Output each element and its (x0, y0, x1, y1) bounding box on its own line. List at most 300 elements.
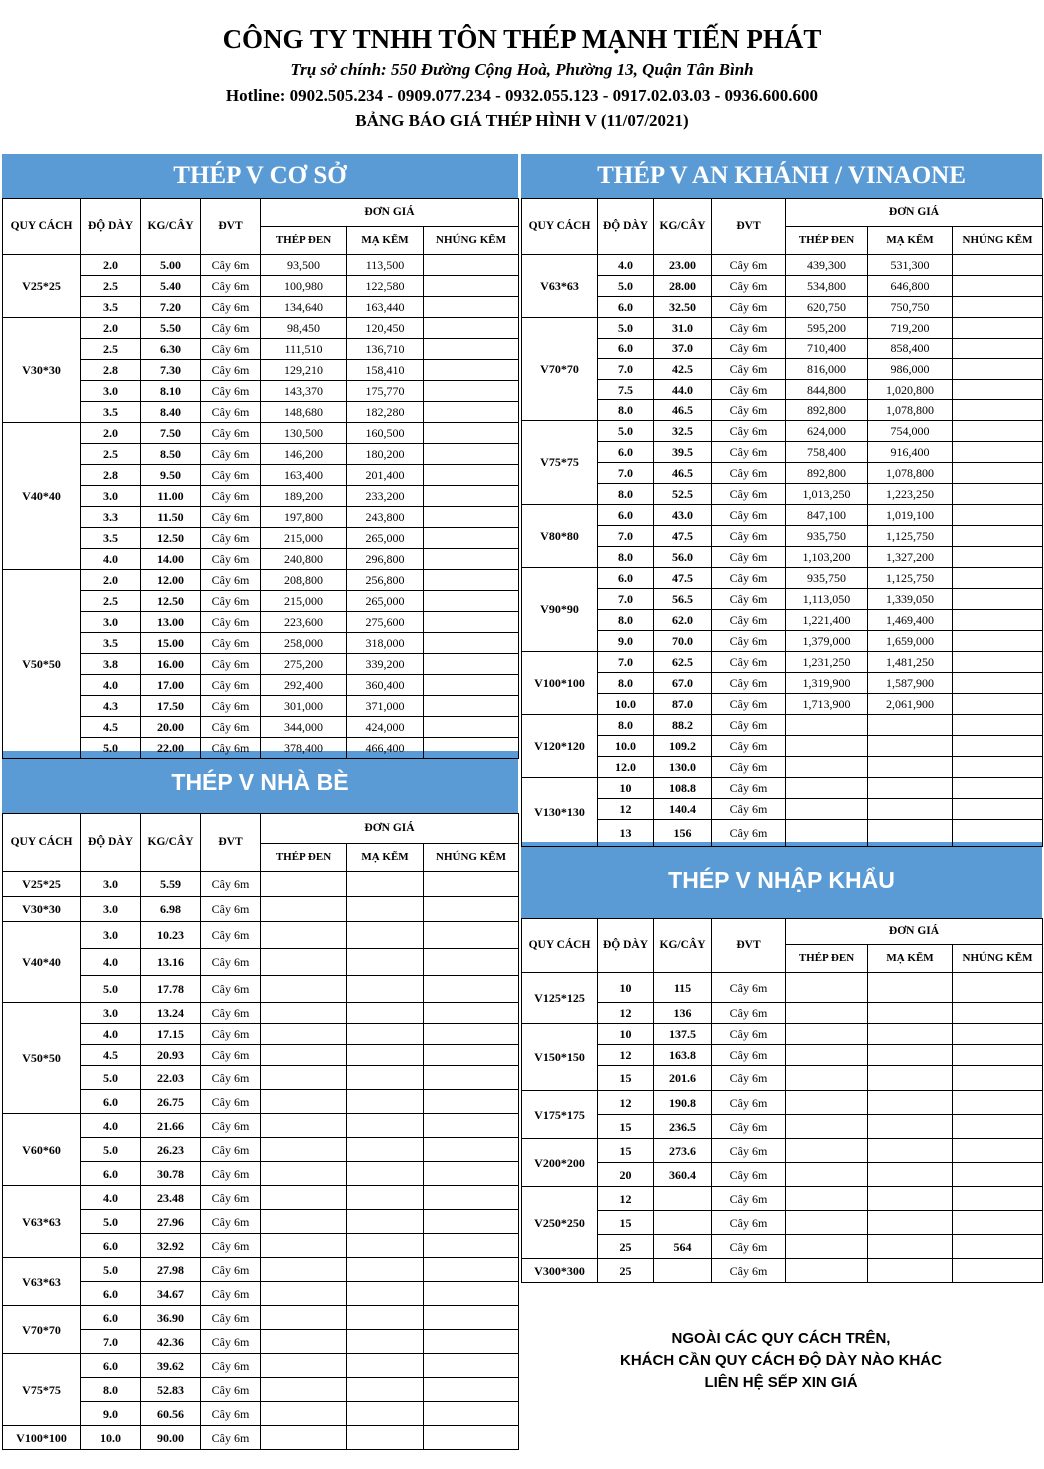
thickness-cell: 3.3 (81, 507, 141, 528)
price-black-cell: 292,400 (261, 675, 347, 696)
spec-cell: V25*25 (3, 255, 81, 318)
price-galvanized-cell: 136,710 (347, 339, 424, 360)
price-black-cell (261, 1024, 347, 1045)
unit-cell: Cây 6m (201, 1258, 261, 1282)
price-hotdip-cell (953, 756, 1043, 777)
price-hotdip-cell (953, 630, 1043, 651)
unit-cell: Cây 6m (712, 1024, 786, 1045)
table-header-row (3, 199, 519, 227)
price-hotdip-cell (424, 1282, 519, 1306)
price-hotdip-cell (953, 525, 1043, 546)
weight-cell: 26.75 (141, 1090, 201, 1114)
price-hotdip-cell (424, 738, 519, 759)
col-header-hot-dip: NHÚNG KẼM (953, 945, 1043, 973)
price-hotdip-cell (953, 504, 1043, 525)
unit-cell: Cây 6m (712, 338, 786, 359)
price-galvanized-cell: 1,659,000 (868, 630, 953, 651)
price-hotdip-cell (424, 872, 519, 897)
thickness-cell: 3.0 (81, 486, 141, 507)
thickness-cell: 20 (598, 1163, 654, 1187)
price-black-cell: 1,113,050 (786, 588, 868, 609)
thickness-cell: 6.0 (598, 567, 654, 588)
weight-cell: 12.00 (141, 570, 201, 591)
price-hotdip-cell (953, 400, 1043, 421)
price-hotdip-cell (424, 1003, 519, 1024)
price-black-cell: 130,500 (261, 423, 347, 444)
price-galvanized-cell: 371,000 (347, 696, 424, 717)
price-galvanized-cell: 233,200 (347, 486, 424, 507)
thickness-cell: 2.8 (81, 465, 141, 486)
price-black-cell: 892,800 (786, 400, 868, 421)
price-galvanized-cell (868, 1163, 953, 1187)
col-header-price: ĐƠN GIÁ (786, 919, 1043, 945)
thickness-cell: 5.0 (598, 318, 654, 339)
price-black-cell (261, 1354, 347, 1378)
price-black-cell: 595,200 (786, 318, 868, 339)
price-hotdip-cell (424, 1258, 519, 1282)
unit-cell: Cây 6m (712, 400, 786, 421)
price-galvanized-cell (347, 1045, 424, 1066)
unit-cell: Cây 6m (201, 423, 261, 444)
price-galvanized-cell (347, 897, 424, 922)
table-row (3, 922, 519, 949)
price-galvanized-cell (347, 949, 424, 976)
price-black-cell: 111,510 (261, 339, 347, 360)
table-row (3, 1003, 519, 1024)
price-galvanized-cell (347, 872, 424, 897)
price-black-cell (261, 1138, 347, 1162)
unit-cell: Cây 6m (712, 1115, 786, 1139)
thickness-cell: 9.0 (81, 1402, 141, 1426)
price-black-cell (786, 714, 868, 735)
table-row (3, 1306, 519, 1330)
weight-cell (654, 1211, 712, 1235)
price-black-cell: 197,800 (261, 507, 347, 528)
price-hotdip-cell (953, 693, 1043, 714)
unit-cell: Cây 6m (201, 444, 261, 465)
table-row (3, 360, 519, 381)
unit-cell: Cây 6m (712, 735, 786, 756)
contact-note-line: LIÊN HỆ SẾP XIN GIÁ (704, 1374, 858, 1391)
unit-cell: Cây 6m (201, 339, 261, 360)
table-ankhanh (521, 198, 1042, 847)
spec-cell: V70*70 (522, 318, 598, 421)
price-hotdip-cell (424, 1210, 519, 1234)
price-hotdip-cell (424, 444, 519, 465)
section-banner-nhabe: THÉP V NHÀ BÈ (2, 751, 518, 813)
price-black-cell: 148,680 (261, 402, 347, 423)
price-black-cell: 1,221,400 (786, 609, 868, 630)
table-row (3, 1234, 519, 1258)
price-black-cell (786, 1066, 868, 1091)
table-row (3, 633, 519, 654)
table-row (522, 255, 1043, 276)
price-black-cell (786, 1187, 868, 1211)
price-galvanized-cell (868, 777, 953, 798)
price-hotdip-cell (424, 949, 519, 976)
table-row (3, 528, 519, 549)
price-black-cell: 620,750 (786, 297, 868, 318)
table-row (522, 1115, 1043, 1139)
unit-cell: Cây 6m (201, 872, 261, 897)
unit-cell: Cây 6m (712, 276, 786, 297)
thickness-cell: 6.0 (598, 504, 654, 525)
price-hotdip-cell (424, 1330, 519, 1354)
price-hotdip-cell (424, 1426, 519, 1450)
price-galvanized-cell (868, 1211, 953, 1235)
unit-cell: Cây 6m (712, 1187, 786, 1211)
thickness-cell: 6.0 (81, 1282, 141, 1306)
col-header-thickness: ĐỘ DÀY (598, 919, 654, 973)
unit-cell: Cây 6m (712, 651, 786, 672)
unit-cell: Cây 6m (712, 693, 786, 714)
weight-cell: 8.40 (141, 402, 201, 423)
price-black-cell (261, 1258, 347, 1282)
weight-cell: 23.00 (654, 255, 712, 276)
weight-cell: 7.30 (141, 360, 201, 381)
weight-cell: 17.78 (141, 976, 201, 1003)
unit-cell: Cây 6m (201, 897, 261, 922)
price-black-cell: 624,000 (786, 420, 868, 441)
price-hotdip-cell (953, 1003, 1043, 1024)
price-hotdip-cell (953, 714, 1043, 735)
table-header-row (522, 199, 1043, 227)
table-row (522, 1024, 1043, 1045)
weight-cell: 20.93 (141, 1045, 201, 1066)
weight-cell: 201.6 (654, 1066, 712, 1091)
weight-cell: 12.50 (141, 528, 201, 549)
table-row (3, 1210, 519, 1234)
thickness-cell: 3.0 (81, 612, 141, 633)
table-row (3, 1426, 519, 1450)
thickness-cell: 9.0 (598, 630, 654, 651)
unit-cell: Cây 6m (712, 255, 786, 276)
spec-cell: V70*70 (3, 1306, 81, 1354)
unit-cell: Cây 6m (201, 1210, 261, 1234)
price-hotdip-cell (424, 549, 519, 570)
weight-cell: 6.30 (141, 339, 201, 360)
col-header-price: ĐƠN GIÁ (786, 199, 1043, 227)
price-galvanized-cell (868, 735, 953, 756)
price-galvanized-cell: 1,327,200 (868, 546, 953, 567)
thickness-cell: 4.0 (81, 949, 141, 976)
unit-cell: Cây 6m (201, 976, 261, 1003)
spec-cell: V300*300 (522, 1259, 598, 1283)
table-row (3, 318, 519, 339)
weight-cell: 39.5 (654, 441, 712, 462)
price-black-cell: 816,000 (786, 359, 868, 380)
price-black-cell: 215,000 (261, 591, 347, 612)
thickness-cell: 3.5 (81, 528, 141, 549)
weight-cell: 360.4 (654, 1163, 712, 1187)
weight-cell: 42.5 (654, 359, 712, 380)
unit-cell: Cây 6m (712, 379, 786, 400)
price-hotdip-cell (953, 462, 1043, 483)
weight-cell: 137.5 (654, 1024, 712, 1045)
price-galvanized-cell: 265,000 (347, 591, 424, 612)
weight-cell: 37.0 (654, 338, 712, 359)
price-hotdip-cell (953, 379, 1043, 400)
price-black-cell (261, 1090, 347, 1114)
price-galvanized-cell: 1,587,900 (868, 672, 953, 693)
price-hotdip-cell (424, 360, 519, 381)
price-black-cell: 892,800 (786, 462, 868, 483)
weight-cell: 156 (654, 819, 712, 846)
table-row (3, 675, 519, 696)
price-galvanized-cell (868, 1066, 953, 1091)
thickness-cell: 6.0 (81, 1234, 141, 1258)
price-galvanized-cell: 318,000 (347, 633, 424, 654)
price-hotdip-cell (953, 1163, 1043, 1187)
unit-cell: Cây 6m (712, 420, 786, 441)
weight-cell: 36.90 (141, 1306, 201, 1330)
thickness-cell: 2.0 (81, 570, 141, 591)
weight-cell: 5.50 (141, 318, 201, 339)
thickness-cell: 8.0 (598, 546, 654, 567)
price-galvanized-cell: 175,770 (347, 381, 424, 402)
price-galvanized-cell: 986,000 (868, 359, 953, 380)
price-black-cell: 129,210 (261, 360, 347, 381)
unit-cell: Cây 6m (201, 381, 261, 402)
price-galvanized-cell: 163,440 (347, 297, 424, 318)
weight-cell: 11.00 (141, 486, 201, 507)
thickness-cell: 8.0 (598, 672, 654, 693)
thickness-cell: 10 (598, 777, 654, 798)
price-hotdip-cell (424, 1114, 519, 1138)
price-galvanized-cell (868, 756, 953, 777)
table-row (522, 1187, 1043, 1211)
price-galvanized-cell: 339,200 (347, 654, 424, 675)
price-galvanized-cell (347, 1282, 424, 1306)
weight-cell: 46.5 (654, 400, 712, 421)
unit-cell: Cây 6m (712, 798, 786, 819)
weight-cell: 16.00 (141, 654, 201, 675)
thickness-cell: 7.5 (598, 379, 654, 400)
weight-cell: 62.0 (654, 609, 712, 630)
thickness-cell: 12 (598, 1187, 654, 1211)
price-galvanized-cell (347, 1426, 424, 1450)
spec-cell: V200*200 (522, 1139, 598, 1187)
table-row (522, 777, 1043, 798)
unit-cell: Cây 6m (201, 528, 261, 549)
price-black-cell (261, 1066, 347, 1090)
thickness-cell: 4.0 (81, 1114, 141, 1138)
price-galvanized-cell: 182,280 (347, 402, 424, 423)
table-row (522, 1066, 1043, 1091)
unit-cell: Cây 6m (201, 570, 261, 591)
table-row (522, 798, 1043, 819)
price-hotdip-cell (424, 297, 519, 318)
weight-cell: 190.8 (654, 1091, 712, 1115)
table-row (522, 1211, 1043, 1235)
price-hotdip-cell (424, 696, 519, 717)
table-coso (2, 198, 518, 759)
unit-cell: Cây 6m (201, 1426, 261, 1450)
thickness-cell: 3.0 (81, 872, 141, 897)
weight-cell: 70.0 (654, 630, 712, 651)
thickness-cell: 2.5 (81, 591, 141, 612)
unit-cell: Cây 6m (712, 1066, 786, 1091)
thickness-cell: 7.0 (598, 525, 654, 546)
unit-cell: Cây 6m (201, 1378, 261, 1402)
thickness-cell: 10.0 (598, 735, 654, 756)
weight-cell: 21.66 (141, 1114, 201, 1138)
price-hotdip-cell (953, 1139, 1043, 1163)
table-row (522, 651, 1043, 672)
price-galvanized-cell: 256,800 (347, 570, 424, 591)
thickness-cell: 4.5 (81, 1045, 141, 1066)
table-row (3, 1402, 519, 1426)
table-row (3, 949, 519, 976)
price-black-cell: 1,379,000 (786, 630, 868, 651)
price-hotdip-cell (953, 798, 1043, 819)
weight-cell: 236.5 (654, 1115, 712, 1139)
price-galvanized-cell (868, 973, 953, 1003)
table-row (3, 591, 519, 612)
unit-cell: Cây 6m (712, 609, 786, 630)
unit-cell: Cây 6m (201, 1045, 261, 1066)
weight-cell: 56.5 (654, 588, 712, 609)
weight-cell: 27.98 (141, 1258, 201, 1282)
unit-cell: Cây 6m (712, 1211, 786, 1235)
weight-cell: 22.00 (141, 738, 201, 759)
spec-cell: V120*120 (522, 714, 598, 777)
unit-cell: Cây 6m (201, 949, 261, 976)
thickness-cell: 10.0 (598, 693, 654, 714)
unit-cell: Cây 6m (201, 612, 261, 633)
unit-cell: Cây 6m (201, 1354, 261, 1378)
price-hotdip-cell (953, 546, 1043, 567)
thickness-cell: 6.0 (81, 1090, 141, 1114)
unit-cell: Cây 6m (712, 318, 786, 339)
table-row (522, 525, 1043, 546)
unit-cell: Cây 6m (712, 504, 786, 525)
price-galvanized-cell (347, 1210, 424, 1234)
thickness-cell: 13 (598, 819, 654, 846)
price-galvanized-cell (868, 1091, 953, 1115)
price-galvanized-cell: 265,000 (347, 528, 424, 549)
price-galvanized-cell (868, 798, 953, 819)
price-black-cell (786, 1235, 868, 1259)
weight-cell: 52.83 (141, 1378, 201, 1402)
price-black-cell: 223,600 (261, 612, 347, 633)
price-hotdip-cell (953, 1187, 1043, 1211)
weight-cell: 115 (654, 973, 712, 1003)
weight-cell: 44.0 (654, 379, 712, 400)
table-row (3, 297, 519, 318)
price-hotdip-cell (953, 588, 1043, 609)
spec-cell: V60*60 (3, 1114, 81, 1186)
table-row (522, 276, 1043, 297)
contact-note-line: KHÁCH CẦN QUY CÁCH ĐỘ DÀY NÀO KHÁC (620, 1352, 942, 1369)
price-galvanized-cell (347, 1138, 424, 1162)
thickness-cell: 7.0 (81, 1330, 141, 1354)
spec-cell: V40*40 (3, 922, 81, 1003)
weight-cell: 42.36 (141, 1330, 201, 1354)
price-galvanized-cell: 1,223,250 (868, 483, 953, 504)
price-hotdip-cell (953, 1045, 1043, 1066)
weight-cell: 9.50 (141, 465, 201, 486)
col-header-black-steel: THÉP ĐEN (786, 945, 868, 973)
price-galvanized-cell (868, 1115, 953, 1139)
unit-cell: Cây 6m (712, 483, 786, 504)
col-header-galvanized: MẠ KẼM (347, 844, 424, 872)
price-hotdip-cell (953, 1024, 1043, 1045)
price-sheet-title: BẢNG BÁO GIÁ THÉP HÌNH V (11/07/2021) (355, 111, 689, 130)
spec-cell: V130*130 (522, 777, 598, 846)
price-black-cell: 100,980 (261, 276, 347, 297)
table-row (3, 381, 519, 402)
weight-cell: 46.5 (654, 462, 712, 483)
price-hotdip-cell (424, 570, 519, 591)
table-row (522, 546, 1043, 567)
price-black-cell (786, 1091, 868, 1115)
weight-cell: 12.50 (141, 591, 201, 612)
unit-cell: Cây 6m (712, 441, 786, 462)
table-row (3, 897, 519, 922)
col-header-unit: ĐVT (201, 199, 261, 255)
price-galvanized-cell: 113,500 (347, 255, 424, 276)
unit-cell: Cây 6m (201, 1282, 261, 1306)
price-black-cell (261, 1234, 347, 1258)
table-row (3, 465, 519, 486)
col-header-unit: ĐVT (712, 919, 786, 973)
table-row (522, 400, 1043, 421)
price-black-cell (261, 1003, 347, 1024)
col-header-hot-dip: NHÚNG KẼM (953, 227, 1043, 255)
col-header-thickness: ĐỘ DÀY (81, 199, 141, 255)
price-black-cell: 240,800 (261, 549, 347, 570)
table-row (3, 507, 519, 528)
weight-cell: 5.00 (141, 255, 201, 276)
price-black-cell: 143,370 (261, 381, 347, 402)
price-hotdip-cell (424, 1234, 519, 1258)
price-galvanized-cell (868, 714, 953, 735)
price-hotdip-cell (424, 1402, 519, 1426)
price-hotdip-cell (424, 976, 519, 1003)
price-hotdip-cell (424, 675, 519, 696)
unit-cell: Cây 6m (201, 1402, 261, 1426)
price-hotdip-cell (424, 486, 519, 507)
table-row (522, 1045, 1043, 1066)
thickness-cell: 4.0 (81, 675, 141, 696)
weight-cell: 564 (654, 1235, 712, 1259)
price-hotdip-cell (953, 1066, 1043, 1091)
price-black-cell: 258,000 (261, 633, 347, 654)
weight-cell: 10.23 (141, 922, 201, 949)
thickness-cell: 2.8 (81, 360, 141, 381)
price-black-cell (261, 1402, 347, 1426)
spec-cell: V30*30 (3, 897, 81, 922)
thickness-cell: 6.0 (598, 297, 654, 318)
unit-cell: Cây 6m (712, 588, 786, 609)
weight-cell: 47.5 (654, 525, 712, 546)
price-hotdip-cell (424, 402, 519, 423)
unit-cell: Cây 6m (712, 359, 786, 380)
unit-cell: Cây 6m (201, 696, 261, 717)
price-galvanized-cell: 531,300 (868, 255, 953, 276)
thickness-cell: 7.0 (598, 588, 654, 609)
price-black-cell (786, 1211, 868, 1235)
unit-cell: Cây 6m (712, 777, 786, 798)
weight-cell: 17.00 (141, 675, 201, 696)
price-black-cell (261, 922, 347, 949)
thickness-cell: 5.0 (598, 420, 654, 441)
price-galvanized-cell: 201,400 (347, 465, 424, 486)
price-galvanized-cell: 243,800 (347, 507, 424, 528)
price-galvanized-cell (868, 1235, 953, 1259)
table-nhabe (2, 813, 518, 1450)
